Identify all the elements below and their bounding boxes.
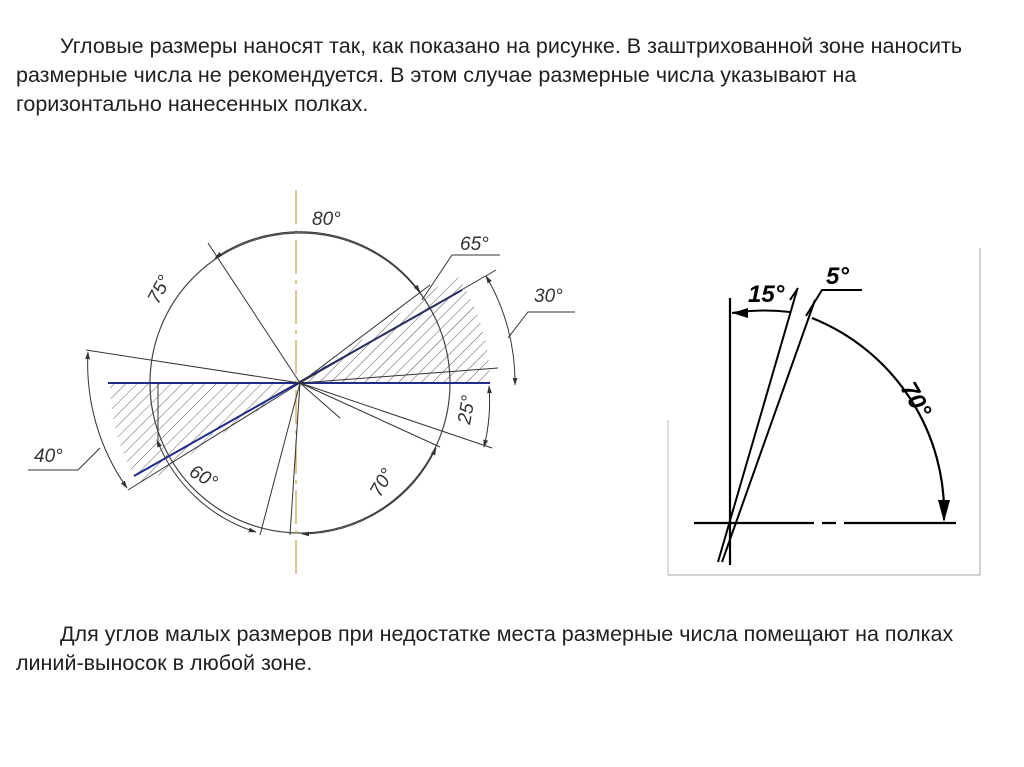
arc-15-arrowhead: [732, 308, 748, 318]
footer-paragraph: Для углов малых размеров при недостатке места размерные числа помещают на полках линий-выносок в любой зоне.: [16, 622, 954, 675]
arc-70-arrowhead: [938, 500, 950, 522]
label-70-right: 70°: [894, 377, 937, 423]
leader-5: [806, 290, 862, 316]
label-15: 15°: [748, 281, 785, 308]
label-65: 65°: [460, 234, 489, 255]
intro-paragraph: Угловые размеры наносят так, как показано на рисунке. В заштрихованной зоне наносить размерные числа не рекомендуется. В этом случае размерные числа указывают на горизонтально нанесенных полках.: [16, 34, 963, 116]
label-5: 5°: [826, 263, 849, 290]
label-40: 40°: [34, 446, 63, 467]
label-80: 80°: [312, 209, 341, 230]
label-25: 25°: [454, 393, 480, 426]
label-70: 70°: [366, 465, 399, 501]
arc-70: [812, 318, 944, 520]
label-60: 60°: [185, 461, 221, 494]
label-30: 30°: [534, 286, 563, 307]
label-75: 75°: [143, 272, 176, 308]
